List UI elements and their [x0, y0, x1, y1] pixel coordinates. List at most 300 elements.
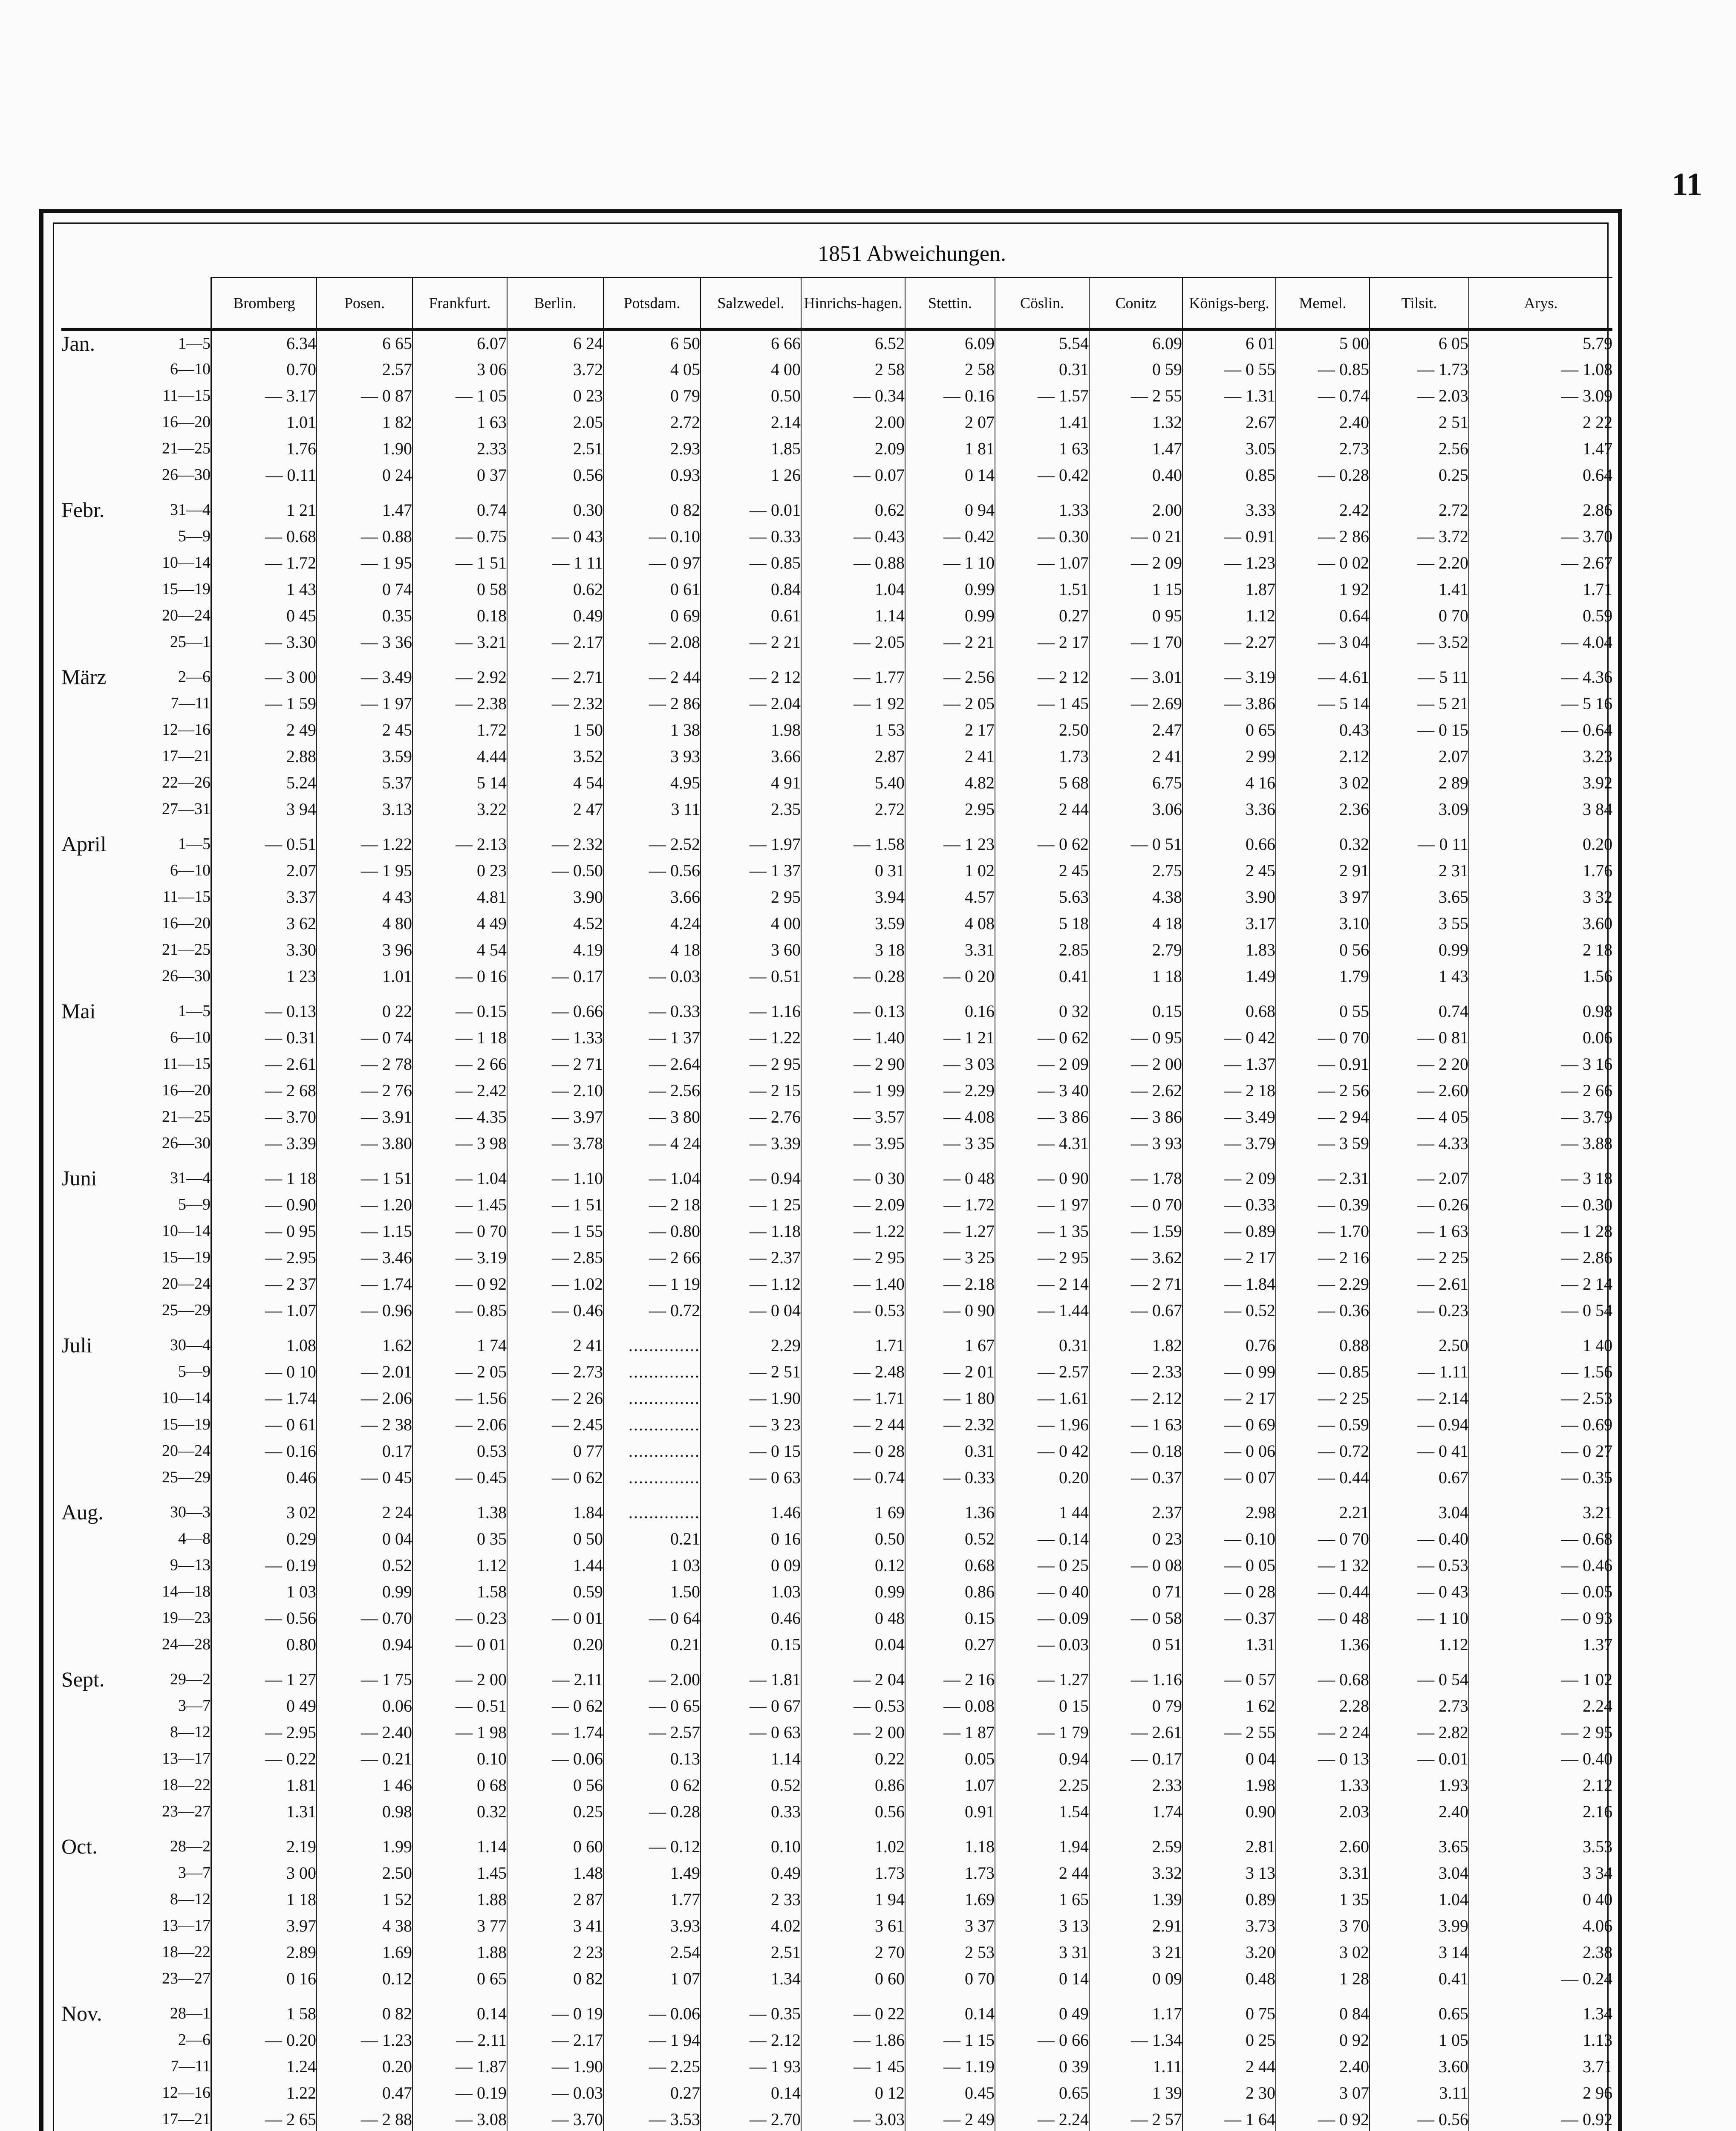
value-cell: — 1.72: [211, 549, 317, 576]
value-cell: 2 49: [211, 716, 317, 743]
value-cell: 3 02: [211, 1499, 317, 1525]
value-cell: — 2.09: [801, 1191, 905, 1218]
value-cell: — 0.01: [1370, 1745, 1469, 1772]
value-cell: 3.53: [1469, 1833, 1612, 1860]
value-cell: — 0.53: [801, 1692, 905, 1719]
month-label: [61, 857, 125, 884]
value-cell: — 5 11: [1370, 664, 1469, 690]
value-cell: — 0.90: [211, 1191, 317, 1218]
value-cell: 1 65: [995, 1886, 1089, 1912]
month-label: [61, 1745, 125, 1772]
day-range: 20—24: [162, 1442, 211, 1460]
value-cell: 0 65: [412, 1965, 507, 1992]
day-range: 30—3: [170, 1503, 211, 1521]
value-cell: 2 30: [1182, 2079, 1276, 2106]
value-cell: — 0.64: [1469, 716, 1612, 743]
value-cell: — 0 70: [1089, 1191, 1182, 1218]
value-cell: — 1.81: [701, 1666, 801, 1692]
value-cell: 1.98: [1182, 1772, 1276, 1798]
value-cell: — 2.32: [507, 690, 603, 716]
value-cell: — 0.89: [1182, 1218, 1276, 1244]
month-gap-row: [61, 1657, 1612, 1666]
value-cell: — 0.06: [507, 1745, 603, 1772]
value-cell: — 2.32: [905, 1411, 995, 1438]
value-cell: 0.14: [701, 2079, 801, 2106]
value-cell: 1.69: [317, 1939, 412, 1965]
value-cell: — 2.57: [603, 1719, 701, 1745]
value-cell: — 2.70: [701, 2106, 801, 2131]
value-cell: — 1.58: [801, 831, 905, 857]
value-cell: 3 62: [211, 910, 317, 936]
value-cell: 2 44: [995, 796, 1089, 822]
value-cell: — 2.06: [412, 1411, 507, 1438]
value-cell: 0.20: [317, 2053, 412, 2079]
value-cell: — 1.78: [1089, 1165, 1182, 1191]
value-cell: 3.31: [1276, 1860, 1370, 1886]
value-cell: — 1.27: [995, 1666, 1089, 1692]
value-cell: — 1.31: [1182, 382, 1276, 409]
value-cell: 0.18: [412, 602, 507, 629]
value-cell: 0.41: [1370, 1965, 1469, 1992]
value-cell: 2 58: [801, 356, 905, 382]
month-label: [61, 1965, 125, 1992]
value-cell: — 0 63: [701, 1719, 801, 1745]
table-row: [61, 1772, 1612, 1798]
value-cell: 0 59: [1089, 356, 1182, 382]
table-row: [61, 910, 1612, 936]
value-cell: — 0.23: [412, 1605, 507, 1631]
value-cell: 1.14: [412, 1833, 507, 1860]
value-cell: — 1.07: [995, 549, 1089, 576]
value-cell: — 1 32: [1276, 1552, 1370, 1578]
value-cell: 0.14: [412, 2000, 507, 2027]
value-cell: 2 45: [317, 716, 412, 743]
value-cell: — 0.94: [701, 1165, 801, 1191]
value-cell: — 1 95: [317, 857, 412, 884]
value-cell: 0.98: [1469, 998, 1612, 1024]
value-cell: 2 53: [905, 1939, 995, 1965]
value-cell: 3.90: [507, 884, 603, 910]
value-cell: — 0.69: [1469, 1411, 1612, 1438]
value-cell: — 3.21: [412, 629, 507, 655]
table-row: [61, 884, 1612, 910]
day-range: 10—14: [162, 1389, 211, 1407]
day-range: 10—14: [162, 1222, 211, 1240]
value-cell: — 0.28: [801, 963, 905, 989]
value-cell: 3 21: [1089, 1939, 1182, 1965]
value-cell: — 3.03: [801, 2106, 905, 2131]
value-cell: — 3.49: [1182, 1103, 1276, 1130]
month-label: [61, 602, 125, 629]
value-cell: — 1.72: [905, 1191, 995, 1218]
value-cell: — 0.85: [1276, 356, 1370, 382]
value-cell: 0.47: [317, 2079, 412, 2106]
value-cell: — 2.69: [1089, 690, 1182, 716]
value-cell: 0.29: [211, 1525, 317, 1552]
column-header: Hinrichs-hagen.: [801, 277, 905, 329]
value-cell: 1.12: [1182, 602, 1276, 629]
value-cell: — 0.68: [211, 523, 317, 549]
value-cell: — 1.74: [317, 1271, 412, 1297]
table-row: [61, 576, 1612, 602]
value-cell: — 2.24: [995, 2106, 1089, 2131]
value-cell: 1.33: [995, 497, 1089, 523]
value-cell: — 3 40: [995, 1077, 1089, 1103]
value-cell: 1.54: [995, 1798, 1089, 1825]
value-cell: — 0.23: [1370, 1297, 1469, 1323]
value-cell: — 4.36: [1469, 664, 1612, 690]
value-cell: — 1 63: [1370, 1218, 1469, 1244]
value-cell: 2.93: [603, 435, 701, 462]
value-cell: — 2 88: [317, 2106, 412, 2131]
value-cell: — 2.10: [507, 1077, 603, 1103]
value-cell: — 2 65: [211, 2106, 317, 2131]
value-cell: — 0.72: [1276, 1438, 1370, 1464]
value-cell: 3.36: [1182, 796, 1276, 822]
value-cell: 2.07: [1370, 743, 1469, 769]
table-row: [61, 382, 1612, 409]
value-cell: 1 92: [1276, 576, 1370, 602]
value-cell: 0.15: [1089, 998, 1182, 1024]
table-row: [61, 1332, 1612, 1358]
table-row: [61, 831, 1612, 857]
month-gap-row: [61, 1323, 1612, 1332]
value-cell: — 1 59: [211, 690, 317, 716]
value-cell: — 1 92: [801, 690, 905, 716]
month-label: [61, 1271, 125, 1297]
value-cell: — 0 20: [905, 963, 995, 989]
value-cell: — 2 57: [1089, 2106, 1182, 2131]
value-cell: — 5 21: [1370, 690, 1469, 716]
value-cell: 1.08: [211, 1332, 317, 1358]
value-cell: 0.46: [211, 1464, 317, 1490]
value-cell: — 0 19: [507, 2000, 603, 2027]
table-row: [61, 1297, 1612, 1323]
value-cell: 0 82: [317, 2000, 412, 2027]
value-cell: — 0.19: [211, 1552, 317, 1578]
value-cell: 2.73: [1370, 1692, 1469, 1719]
value-cell: — 2.12: [1089, 1385, 1182, 1411]
value-cell: — 0.17: [1089, 1745, 1182, 1772]
value-cell: 2.47: [1089, 716, 1182, 743]
value-cell: — 0.33: [1182, 1191, 1276, 1218]
value-cell: 1 07: [603, 1965, 701, 1992]
month-label: [61, 1130, 125, 1156]
column-header: Cöslin.: [995, 277, 1089, 329]
value-cell: 3 11: [603, 796, 701, 822]
value-cell: 0.20: [995, 1464, 1089, 1490]
value-cell: 2.54: [603, 1939, 701, 1965]
value-cell: 0.22: [801, 1745, 905, 1772]
value-cell: 3 34: [1469, 1860, 1612, 1886]
value-cell: — 1 23: [905, 831, 995, 857]
month-label: Sept.: [61, 1667, 105, 1691]
value-cell: 0.43: [1276, 716, 1370, 743]
table-row: [61, 435, 1612, 462]
table-row: [61, 1552, 1612, 1578]
value-cell: 1.31: [1182, 1631, 1276, 1657]
value-cell: — 2 37: [211, 1271, 317, 1297]
column-header-row: [61, 277, 1612, 329]
value-cell: 2.95: [905, 796, 995, 822]
value-cell: — 0 21: [1089, 523, 1182, 549]
value-cell: — 0.19: [412, 2079, 507, 2106]
value-cell: 0.99: [317, 1578, 412, 1605]
value-cell: 2 41: [905, 743, 995, 769]
month-label: [61, 1798, 125, 1825]
value-cell: 0.94: [995, 1745, 1089, 1772]
value-cell: 0.94: [317, 1631, 412, 1657]
value-cell: — 0.94: [1370, 1411, 1469, 1438]
value-cell: — 0 95: [1089, 1024, 1182, 1051]
value-cell: — 1.22: [317, 831, 412, 857]
value-cell: — 3.39: [211, 1130, 317, 1156]
value-cell: 3.73: [1182, 1912, 1276, 1939]
table-row: [61, 1103, 1612, 1130]
day-range: 31—4: [170, 1169, 211, 1187]
month-label: [61, 910, 125, 936]
value-cell: 0.25: [1370, 462, 1469, 488]
value-cell: 2.07: [211, 857, 317, 884]
table-row: [61, 1745, 1612, 1772]
value-cell: — 2.60: [1370, 1077, 1469, 1103]
value-cell: — 1.56: [412, 1385, 507, 1411]
value-cell: — 0 81: [1370, 1024, 1469, 1051]
value-cell: 0.12: [317, 1965, 412, 1992]
value-cell: — 0 28: [801, 1438, 905, 1464]
value-cell: 0 23: [507, 382, 603, 409]
value-cell: — 3.72: [1370, 523, 1469, 549]
value-cell: 0.17: [317, 1438, 412, 1464]
value-cell: 4 54: [507, 769, 603, 796]
value-cell: — 1 95: [317, 549, 412, 576]
value-cell: — 0 07: [1182, 1464, 1276, 1490]
value-cell: — 0 62: [507, 1692, 603, 1719]
value-cell: ..............: [603, 1464, 701, 1490]
value-cell: — 1.12: [701, 1271, 801, 1297]
value-cell: — 2 71: [507, 1051, 603, 1077]
value-cell: — 2.11: [507, 1666, 603, 1692]
table-row: [61, 2053, 1612, 2079]
table-row: [61, 1244, 1612, 1271]
value-cell: — 0 54: [1469, 1297, 1612, 1323]
value-cell: — 0.44: [1276, 1464, 1370, 1490]
value-cell: 3.05: [1182, 435, 1276, 462]
value-cell: 1.11: [1089, 2053, 1182, 2079]
day-range: 5—9: [178, 1363, 211, 1380]
value-cell: 2 31: [1370, 857, 1469, 884]
value-cell: 0.98: [317, 1798, 412, 1825]
value-cell: — 0.06: [603, 2000, 701, 2027]
value-cell: 0.62: [801, 497, 905, 523]
value-cell: — 1.71: [801, 1385, 905, 1411]
month-label: [61, 1464, 125, 1490]
value-cell: 3.23: [1469, 743, 1612, 769]
value-cell: — 1 18: [412, 1024, 507, 1051]
day-range: 23—27: [162, 1802, 211, 1820]
value-cell: — 0.33: [905, 1464, 995, 1490]
value-cell: 0.30: [507, 497, 603, 523]
value-cell: 0.16: [905, 998, 995, 1024]
value-cell: — 1.40: [801, 1024, 905, 1051]
value-cell: — 1.02: [507, 1271, 603, 1297]
value-cell: — 0.13: [801, 998, 905, 1024]
value-cell: — 0.28: [603, 1798, 701, 1825]
value-cell: — 1 51: [507, 1191, 603, 1218]
month-label: [61, 462, 125, 488]
value-cell: 0.65: [995, 2079, 1089, 2106]
value-cell: 1.83: [1182, 936, 1276, 963]
value-cell: — 0.16: [905, 382, 995, 409]
value-cell: 2 44: [1182, 2053, 1276, 2079]
value-cell: 1 40: [1469, 1332, 1612, 1358]
value-cell: — 2.82: [1370, 1719, 1469, 1745]
value-cell: — 1 37: [603, 1024, 701, 1051]
value-cell: 0.12: [801, 1552, 905, 1578]
value-cell: 4 49: [412, 910, 507, 936]
value-cell: 1 15: [1089, 576, 1182, 602]
value-cell: 3 07: [1276, 2079, 1370, 2106]
value-cell: — 1.22: [801, 1218, 905, 1244]
value-cell: — 0 05: [1182, 1552, 1276, 1578]
value-cell: — 2 95: [1469, 1719, 1612, 1745]
value-cell: 4 16: [1182, 769, 1276, 796]
table-row: [61, 769, 1612, 796]
value-cell: 1 74: [412, 1332, 507, 1358]
value-cell: 2 18: [1469, 936, 1612, 963]
value-cell: — 2.05: [801, 629, 905, 655]
value-cell: 1 58: [211, 2000, 317, 2027]
value-cell: 0.20: [1469, 831, 1612, 857]
value-cell: — 1.96: [995, 1411, 1089, 1438]
value-cell: — 2.92: [412, 664, 507, 690]
value-cell: 2 91: [1276, 857, 1370, 884]
value-cell: — 2.86: [1469, 1244, 1612, 1271]
value-cell: 0.06: [1469, 1024, 1612, 1051]
month-label: [61, 409, 125, 435]
value-cell: — 0 67: [701, 1692, 801, 1719]
month-label: [61, 356, 125, 382]
value-cell: 1.45: [412, 1860, 507, 1886]
month-label: [61, 743, 125, 769]
value-cell: — 3 93: [1089, 1130, 1182, 1156]
value-cell: — 3.70: [211, 1103, 317, 1130]
value-cell: 0.52: [905, 1525, 995, 1552]
day-range: 5—9: [178, 527, 211, 545]
value-cell: 3 02: [1276, 769, 1370, 796]
month-label: [61, 2027, 125, 2053]
value-cell: 1.88: [412, 1939, 507, 1965]
value-cell: 2.51: [507, 435, 603, 462]
value-cell: — 2 95: [801, 1244, 905, 1271]
day-range: 15—19: [162, 1248, 211, 1266]
value-cell: — 3.86: [1182, 690, 1276, 716]
value-cell: — 0 65: [603, 1692, 701, 1719]
month-label: [61, 1860, 125, 1886]
value-cell: — 0.68: [1276, 1666, 1370, 1692]
value-cell: 3.09: [1370, 796, 1469, 822]
value-cell: 2.81: [1182, 1833, 1276, 1860]
value-cell: — 1 27: [211, 1666, 317, 1692]
value-cell: 1.44: [507, 1552, 603, 1578]
value-cell: 3.52: [507, 743, 603, 769]
value-cell: 0 45: [211, 602, 317, 629]
value-cell: 4 00: [701, 356, 801, 382]
value-cell: 1.79: [1276, 963, 1370, 989]
value-cell: 2.38: [1469, 1939, 1612, 1965]
value-cell: — 0.74: [1276, 382, 1370, 409]
value-cell: 2.14: [701, 409, 801, 435]
value-cell: 0 62: [603, 1772, 701, 1798]
value-cell: — 0.43: [801, 523, 905, 549]
value-cell: 0 58: [412, 576, 507, 602]
value-cell: — 0.03: [995, 1631, 1089, 1657]
value-cell: — 2.85: [507, 1244, 603, 1271]
value-cell: 0.27: [995, 602, 1089, 629]
value-cell: — 0.53: [1370, 1552, 1469, 1578]
value-cell: 1.77: [603, 1886, 701, 1912]
value-cell: 3.06: [1089, 796, 1182, 822]
value-cell: 0 24: [317, 462, 412, 488]
value-cell: 0.99: [801, 1578, 905, 1605]
value-cell: 0 75: [1182, 2000, 1276, 2027]
value-cell: — 2 14: [1469, 1271, 1612, 1297]
value-cell: 0.56: [507, 462, 603, 488]
value-cell: 0 51: [1089, 1631, 1182, 1657]
month-label: [61, 769, 125, 796]
value-cell: — 3 00: [211, 664, 317, 690]
day-range: 17—21: [162, 2110, 211, 2128]
value-cell: — 3 98: [412, 1130, 507, 1156]
value-cell: 2.00: [801, 409, 905, 435]
value-cell: — 0 64: [603, 1605, 701, 1631]
day-range: 2—6: [178, 2031, 211, 2049]
month-label: [61, 716, 125, 743]
value-cell: — 1 80: [905, 1385, 995, 1411]
value-cell: 1 50: [507, 716, 603, 743]
value-cell: 0.61: [701, 602, 801, 629]
value-cell: — 0 74: [317, 1024, 412, 1051]
value-cell: — 0 08: [1089, 1552, 1182, 1578]
value-cell: 3.31: [905, 936, 995, 963]
value-cell: 0.99: [905, 602, 995, 629]
month-label: [61, 1631, 125, 1657]
value-cell: 1.73: [801, 1860, 905, 1886]
value-cell: — 1.97: [701, 831, 801, 857]
value-cell: — 0.08: [905, 1692, 995, 1719]
value-cell: 0.70: [211, 356, 317, 382]
value-cell: — 2.20: [1370, 549, 1469, 576]
table-row: [61, 664, 1612, 690]
value-cell: — 2.32: [507, 831, 603, 857]
day-range: 28—2: [170, 1837, 211, 1855]
value-cell: 0.06: [317, 1692, 412, 1719]
value-cell: — 0.70: [317, 1605, 412, 1631]
value-cell: 0 82: [603, 497, 701, 523]
value-cell: — 0.14: [995, 1525, 1089, 1552]
month-label: Juni: [61, 1166, 97, 1190]
day-range: 6—10: [170, 861, 211, 879]
day-range: 5—9: [178, 1195, 211, 1213]
value-cell: — 0 92: [1276, 2106, 1370, 2131]
day-range: 7—11: [170, 2057, 211, 2075]
value-cell: 2.40: [1276, 409, 1370, 435]
value-cell: — 2 04: [801, 1666, 905, 1692]
table-title: 1851 Abweichungen.: [211, 230, 1612, 277]
value-cell: — 1.16: [701, 998, 801, 1024]
value-cell: 2 44: [995, 1860, 1089, 1886]
value-cell: — 0.88: [801, 549, 905, 576]
